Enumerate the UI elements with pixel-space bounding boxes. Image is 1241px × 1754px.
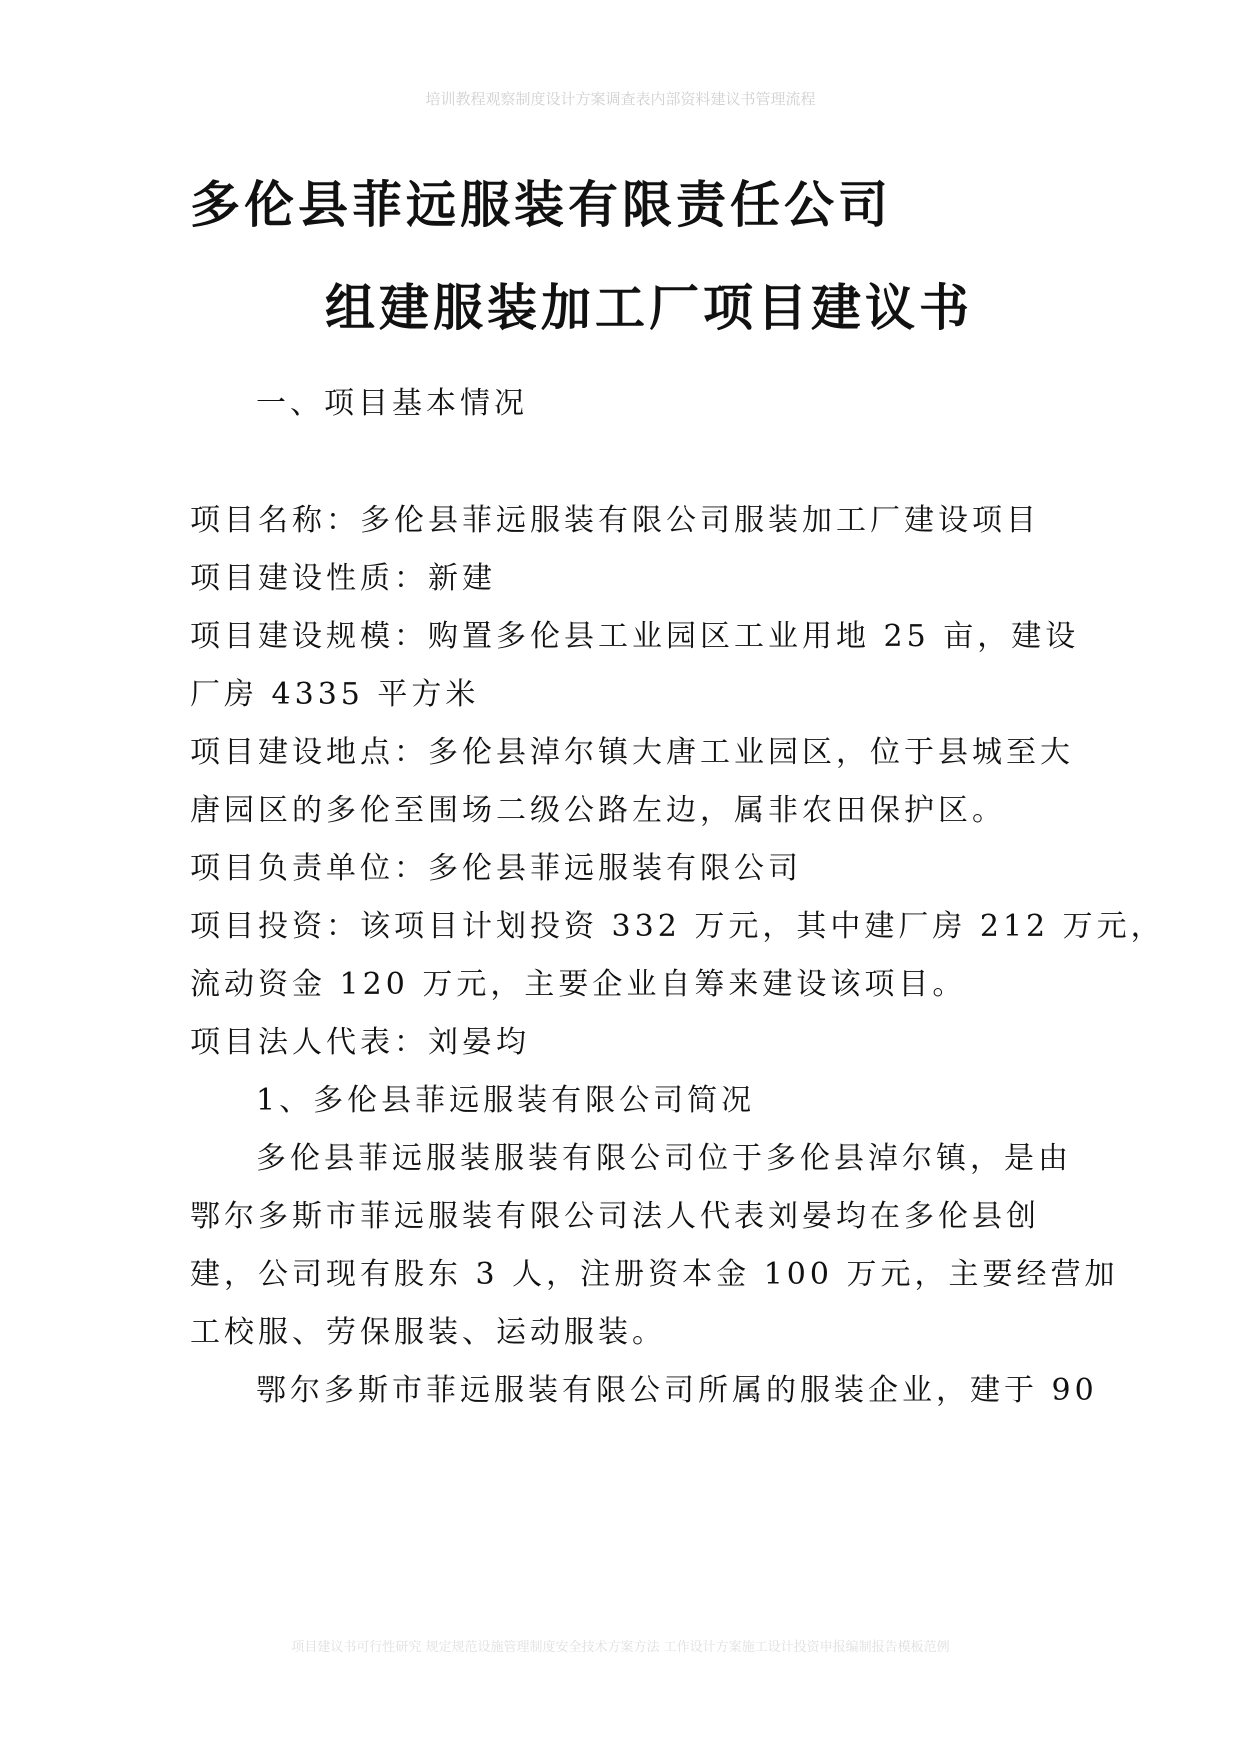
project-scale-line-cont: 厂房 4335 平方米 — [190, 677, 480, 712]
project-scale-line: 项目建设规模：购置多伦县工业园区工业用地 25 亩，建设 — [190, 619, 1080, 654]
paragraph-1-line-4: 工校服、劳保服装、运动服装。 — [190, 1315, 666, 1350]
project-location-line-cont: 唐园区的多伦至围场二级公路左边，属非农田保护区。 — [190, 793, 1006, 828]
paragraph-1-line-1: 多伦县菲远服装服装有限公司位于多伦县淖尔镇，是由 — [256, 1141, 1072, 1176]
project-nature-line: 项目建设性质：新建 — [190, 561, 496, 596]
section-heading: 一、项目基本情况 — [256, 386, 528, 421]
document-title-line-1: 多伦县菲远服装有限责任公司 — [190, 176, 892, 234]
page-header: 培训教程观察制度设计方案调查表内部资料建议书管理流程 — [425, 90, 816, 108]
document-title-line-2: 组建服装加工厂项目建议书 — [325, 279, 973, 337]
project-name-line: 项目名称：多伦县菲远服装有限公司服装加工厂建设项目 — [190, 503, 1040, 538]
project-unit-line: 项目负责单位：多伦县菲远服装有限公司 — [190, 851, 802, 886]
project-investment-line-cont: 流动资金 120 万元，主要企业自筹来建设该项目。 — [190, 967, 967, 1002]
project-legal-rep-line: 项目法人代表：刘晏均 — [190, 1025, 530, 1060]
page-footer: 项目建议书可行性研究 规定规范设施管理制度安全技术方案方法 工作设计方案施工设计投资申报编制报告模板范例 — [291, 1640, 950, 1655]
project-location-line: 项目建设地点：多伦县淖尔镇大唐工业园区，位于县城至大 — [190, 735, 1074, 770]
paragraph-1-line-2: 鄂尔多斯市菲远服装有限公司法人代表刘晏均在多伦县创 — [190, 1199, 1040, 1234]
project-investment-line: 项目投资：该项目计划投资 332 万元，其中建厂房 212 万元， — [190, 909, 1165, 944]
subheading-company-overview: 1、多伦县菲远服装有限公司简况 — [256, 1083, 756, 1118]
paragraph-1-line-3: 建，公司现有股东 3 人，注册资本金 100 万元，主要经营加 — [190, 1257, 1119, 1292]
paragraph-2-line-1: 鄂尔多斯市菲远服装有限公司所属的服装企业，建于 90 — [256, 1373, 1098, 1408]
